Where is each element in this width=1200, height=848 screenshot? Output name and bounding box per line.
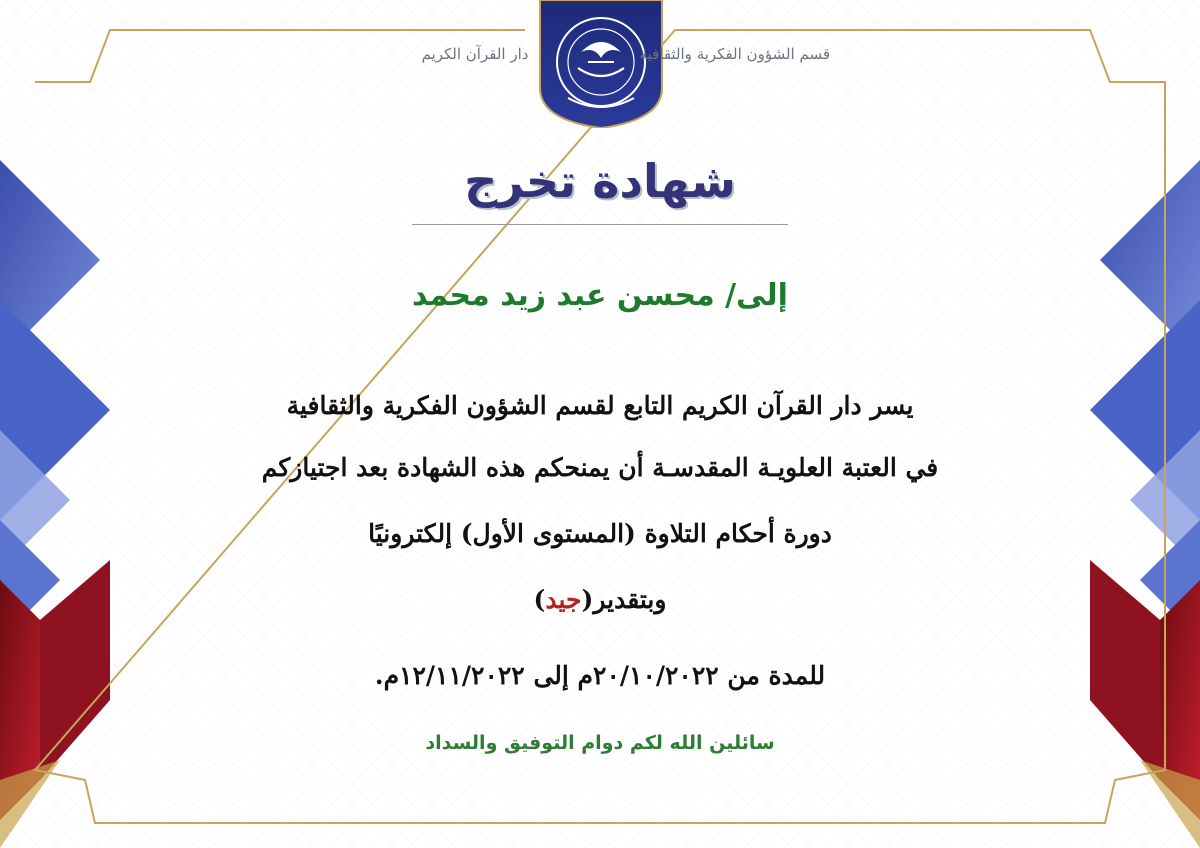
grade-suffix: ): [533, 585, 546, 614]
grade-line: [120, 578, 1080, 622]
body-line-1: يسر دار القرآن الكريم التابع لقسم الشؤون الفكرية والثقافية: [286, 391, 914, 420]
period-line: للمدة من ٢٠/١٠/٢٠٢٢م إلى ١٢/١١/٢٠٢٢م.: [374, 661, 826, 690]
header-right-label: قسم الشؤون الفكرية والثقافية: [639, 45, 830, 63]
closing-line: سائلين الله لكم دوام التوفيق والسداد: [425, 732, 775, 754]
header-left-label: دار القرآن الكريم: [421, 45, 529, 63]
recipient-name: إلى/ محسن عبد زيد محمد: [412, 278, 788, 313]
body-line-2: في العتبة العلويـة المقدسـة أن يمنحكم هذه الشهادة بعد اجتيازكم: [261, 453, 939, 482]
certificate-title: شهادة تخرج: [464, 154, 736, 208]
grade-prefix: وبتقدير(: [581, 585, 667, 614]
title-divider: [412, 224, 788, 225]
grade-value: جيد: [545, 585, 582, 614]
body-line-3: دورة أحكام التلاوة (المستوى الأول) إلكترونيًا: [368, 519, 832, 548]
